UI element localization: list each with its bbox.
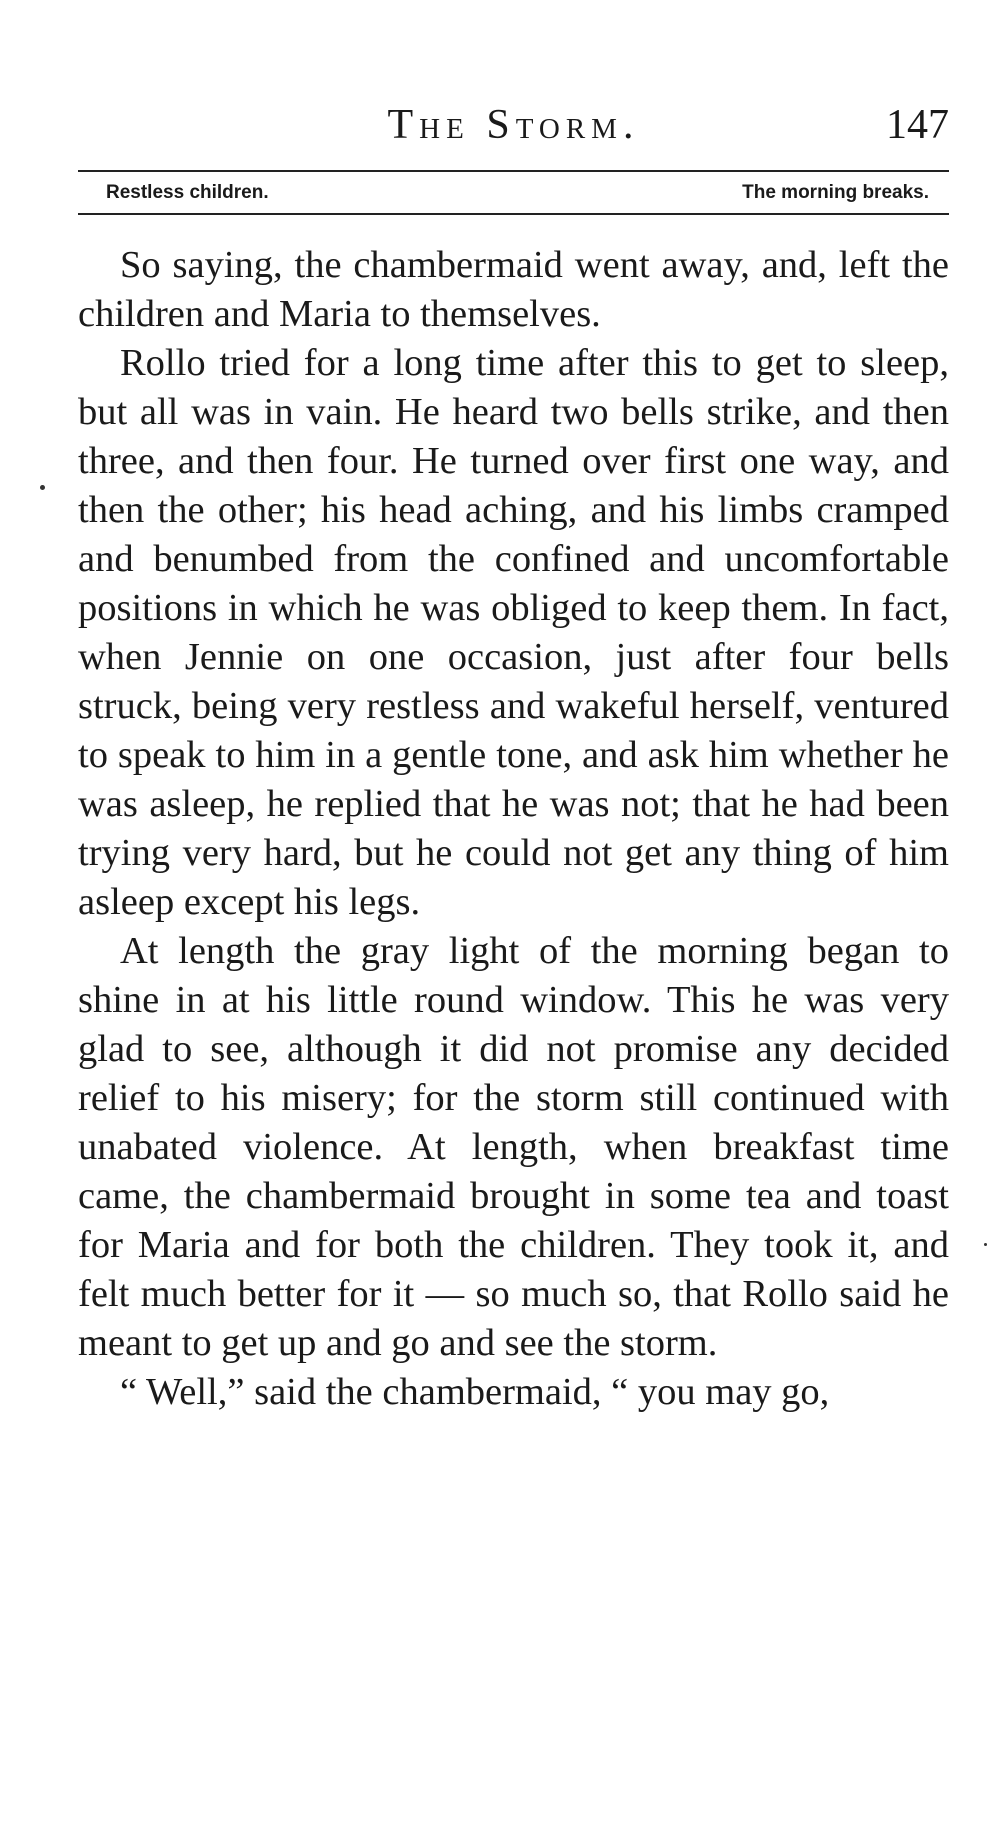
paragraph: So saying, the chambermaid went away, and, left the children and Maria to themselves.: [78, 243, 949, 335]
stray-ink-mark: [40, 485, 45, 490]
running-head: [78, 100, 949, 166]
paragraph: Rollo tried for a long time after this to get to sleep, but all was in vain. He heard two bells strike, and then three, and then four. He turned over first one way, and then the other; his head aching, and his limbs cramped and benumbed from the confined and uncomfortable positions in which he was obliged to keep them. In fact, when Jennie on one occasion, just after four bells struck, being very restless and wakeful herself, ventured to speak to him in a gentle tone, and ask him whether he was asleep, he replied that he was not; that he had been trying very hard, but he could not get any thing of him asleep except his legs.: [78, 341, 949, 923]
section-subheads: [78, 172, 949, 213]
body-text: [78, 241, 949, 1417]
subhead-right: The morning breaks.: [742, 182, 929, 203]
header-rule-bottom: [78, 213, 949, 215]
subhead-left: Restless children.: [106, 182, 269, 203]
page-number: 147: [886, 102, 949, 148]
book-page: [78, 100, 949, 1417]
paragraph: “ Well,” said the chambermaid, “ you may go,: [120, 1370, 830, 1413]
stray-ink-mark: [984, 1243, 987, 1246]
chapter-title: The Storm.: [387, 102, 640, 148]
paragraph: At length the gray light of the morning began to shine in at his little round window. This he was very glad to see, although it did not promise any decided relief to his misery; for the storm still continued with unabated violence. At length, when breakfast time came, the chambermaid brought in some tea and toast for Maria and for both the children. They took it, and felt much better for it — so much so, that Rollo said he meant to get up and go and see the storm.: [78, 929, 949, 1364]
